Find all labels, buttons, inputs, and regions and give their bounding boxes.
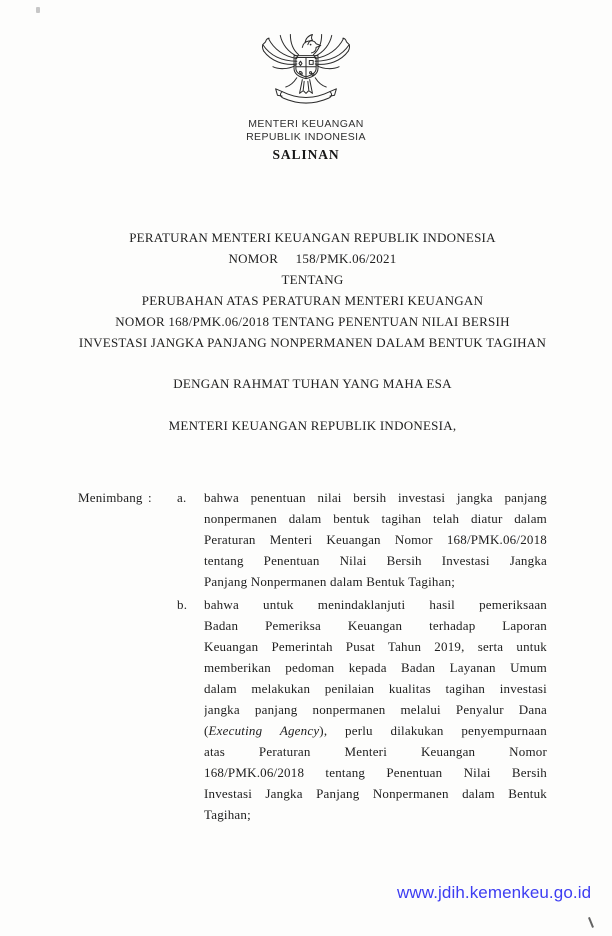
ministry-name [0, 118, 612, 144]
authority-line: MENTERI KEUANGAN REPUBLIK INDONESIA, [168, 418, 457, 433]
left-wing [262, 35, 298, 69]
ribbon-scroll [276, 89, 337, 103]
considering-separator: : [148, 490, 152, 505]
item-marker-a: a. [177, 490, 187, 505]
tail-and-legs [286, 78, 326, 94]
considering-items [177, 487, 547, 825]
invocation-line: DENGAN RAHMAT TUHAN YANG MAHA ESA [173, 376, 452, 391]
ministry-line-1: MENTERI KEUANGAN [248, 118, 364, 130]
pancasila-shield [294, 56, 318, 79]
item-text-a: bahwa penentuan nilai bersih investasi jangka panjang nonpermanen dalam bentuk tagihan telah diatur dalam Peraturan Menteri Keuangan Nomor 168/PMK.06/2018 tentang Penentuan Nilai Bersih Investasi Jangka Panjang Nonpermanen dalam Bentuk Tagihan; [204, 490, 547, 589]
ministry-line-2: REPUBLIK INDONESIA [246, 131, 366, 143]
considering-item-a [177, 487, 547, 592]
considering-label: Menimbang [78, 490, 143, 505]
scan-artifact-top-left [36, 7, 40, 13]
garuda-pancasila-emblem [260, 32, 352, 118]
item-text-b: bahwa untuk menindaklanjuti hasil pemeriksaan Badan Pemeriksa Keuangan terhadap Laporan Keuangan Pemerintah Pusat Tahun 2019, serta untuk memberikan pedoman kepada Badan Layanan Umum dalam melakukan penilaian kualitas tagihan investasi jangka panjang nonpermanen melalui Penyalur Dana (Executing Agency), perlu dilakukan penyempurnaan atas Peraturan Menteri Keuangan Nomor 168/PMK.06/2018 tentang Penentuan Nilai Bersih Investasi Jangka Panjang Nonpermanen dalam Bentuk Tagihan; [204, 597, 547, 822]
watermark-url: www.jdih.kemenkeu.go.id [397, 883, 592, 902]
right-wing [313, 35, 349, 69]
scan-artifact-bottom-right [588, 917, 594, 928]
considering-section [78, 487, 547, 825]
copy-stamp-salinan: SALINAN [272, 147, 340, 162]
item-marker-b: b. [177, 597, 188, 612]
regulation-title: PERATURAN MENTERI KEUANGAN REPUBLIK INDONESIA NOMOR 158/PMK.06/2021 TENTANG PERUBAHAN ATAS PERATURAN MENTERI KEUANGAN NOMOR 168/PMK.06/2018 TENTANG PENENTUAN NILAI BERSIH INVESTASI JANGKA PANJANG NONPERMANEN DALAM BENTUK TAGIHAN [78, 230, 547, 350]
considering-item-b [177, 594, 547, 825]
